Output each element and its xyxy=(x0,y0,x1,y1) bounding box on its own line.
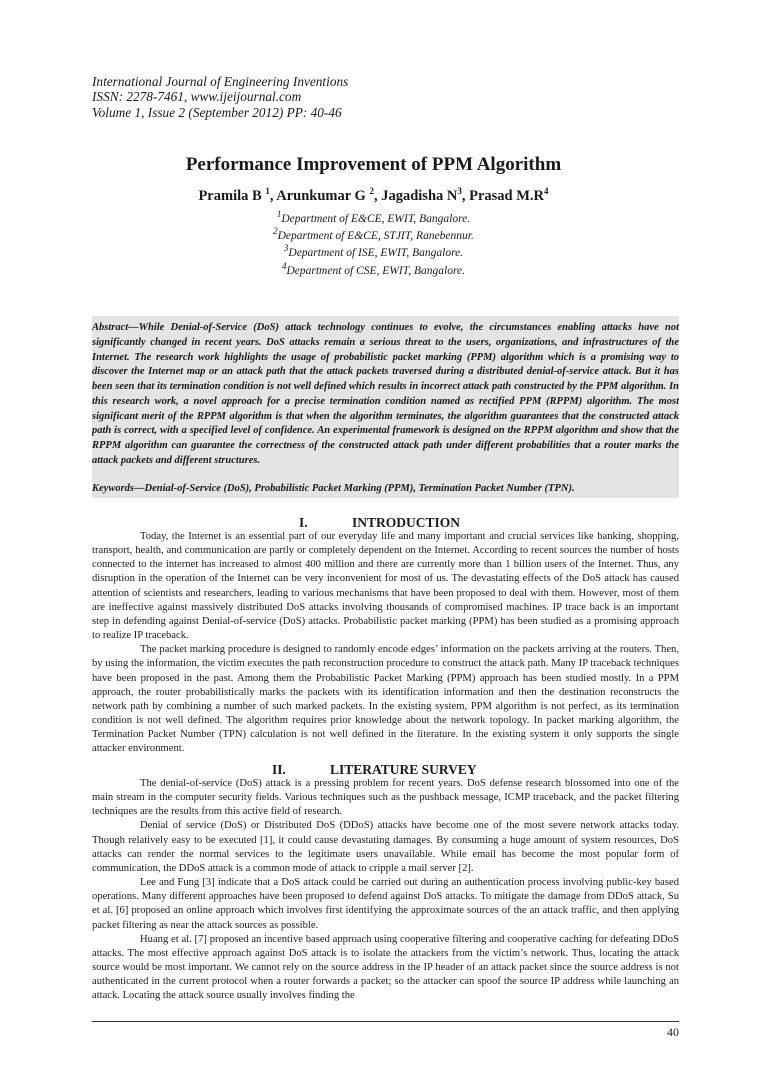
paragraph: Today, the Internet is an essential part of our everyday life and many important and crucial services like banking, shopping, transport, health, and communication are partly or completely dependent on the Internet. According to recent sources the number of hosts connected to the internet has increased to almost 400 million and there are currently more than 1 billion users of the Internet. Thus, any disruption in the operation of the Internet can be very inconvenient for most of us. The devastating effects of the DoS attack has caused attention of scientists and researchers, leading to various mechanisms that have been proposed to deal with them. However, most of them are ineffective against massively distributed DoS attacks involving thousands of compromised machines. IP trace back is an important step in defending against Denial-of-service (DoS) attacks. Probabilistic packet marking (PPM) has been studied as a promising approach to realize IP traceback. xyxy=(92,531,679,642)
paper-title: Performance Improvement of PPM Algorithm xyxy=(185,154,562,175)
footer-rule xyxy=(92,1021,679,1022)
author-sup: 3 xyxy=(457,186,462,196)
affiliation-text: Department of CSE, EWIT, Bangalore. xyxy=(286,264,466,277)
paragraph: Denial of service (DoS) or Distributed DoS (DDoS) attacks have become one of the most severe network attacks today. Though relatively easy to be executed [1], it could cause devastating damages. By consuming a huge amount of system resources, DoS attacks can render the normal services to the legitimate users unavailable. While email has become the most popular form of communication, the DDoS attack is a common mode of attack to cripple a mail server [2]. xyxy=(92,820,679,874)
section-title: INTRODUCTION xyxy=(352,515,461,530)
introduction-body xyxy=(92,530,679,757)
author-sup: 1 xyxy=(265,186,270,196)
affiliation-text: Department of E&CE, EWIT, Bangalore. xyxy=(281,212,471,225)
affiliation-sup: 2 xyxy=(273,226,278,236)
paragraph: The denial-of-service (DoS) attack is a pressing problem for recent years. DoS defense research blossomed into one of the main stream in the computer security fields. Various techniques such as the pushback message, ICMP traceback, and the packet filtering techniques are the results from this active field of research. xyxy=(92,778,679,818)
author-sup: 2 xyxy=(369,186,374,196)
literature-survey-body xyxy=(92,777,679,1004)
section-number: I. xyxy=(299,515,308,530)
affiliation xyxy=(92,243,679,259)
page-number: 40 xyxy=(667,1025,679,1039)
affiliation xyxy=(92,209,679,225)
affiliation xyxy=(92,226,679,242)
paragraph: Huang et al. [7] proposed an incentive based approach using cooperative filtering and cooperative caching for defeating DDoS attacks. The most effective approach against DoS attack is to isolate the attackers from the victim’s network. Thus, locating the attack source would be most important. We cannot rely on the source address in the IP header of an attack packet since the source address is not authenticated in the current protocol when a router forwards a packet; so the attacker can spoof the source IP address while launching an attack. Locating the attack source usually involves finding the xyxy=(92,933,679,1002)
keywords: Keywords—Denial-of-Service (DoS), Probabilistic Packet Marking (PPM), Termination Packet Number (TPN). xyxy=(92,483,575,494)
author-name: Pramila B xyxy=(198,187,262,204)
affiliation-sup: 1 xyxy=(276,209,282,219)
abstract: Abstract—While Denial-of-Service (DoS) attack technology continues to evolve, the circumstances enabling attacks have not significantly changed in recent years. DoS attacks remain a serious threat to the users, organizations, and infrastructures of the Internet. The research work highlights the usage of probabilistic packet marking (PPM) algorithm which is a promising way to discover the Internet map or an attack path that the attack packets traversed during a distributed denial-of-service attack. But it has been seen that its termination condition is not well defined which results in incorrect attack path constructed by the PPM algorithm. In this research work, a novel approach for a precise termination condition named as rectified PPM (RPPM) algorithm. The most significant merit of the RPPM algorithm is that when the algorithm terminates, the algorithm guarantees that the constructed attack path is correct, with a specified level of confidence. An experimental framework is designed on the RPPM algorithm and show that the RPPM algorithm can guarantee the correctness of the constructed attack path under different probabilities that a router marks the attack packets and different structures. xyxy=(92,322,679,466)
affiliation-sup: 3 xyxy=(283,243,289,253)
author-name: Prasad M.R xyxy=(469,187,545,204)
affiliation-sup: 4 xyxy=(281,261,287,271)
journal-issn: ISSN: 2278-7461, www.ijeijournal.com xyxy=(92,89,302,105)
author-name: Arunkumar G xyxy=(276,187,366,204)
journal-name: International Journal of Engineering Inventions xyxy=(92,74,349,89)
affiliation xyxy=(92,261,679,277)
author-sup: 4 xyxy=(544,186,549,196)
author-list: Pramila B $^1$, Arunkumar G $^2$, Jagadisha $N^3$, Prasad $M.R^4$ xyxy=(198,186,549,204)
journal-volume: Volume 1, Issue 2 (September 2012) PP: 40-46 xyxy=(92,104,342,120)
paragraph: The packet marking procedure is designed to randomly encode edges’ information on the packets arriving at the routers. Then, by using the information, the victim executes the path reconstruction procedure to construct the attack path. Many IP traceback techniques have been proposed in the past. Among them the Probabilistic Packet Marking (PPM) approach has been studied mostly. In a PPM approach, the router probabilistically marks the packets with its identification information and then the destination reconstructs the network path by combining a number of such marked packets. In the existing system, PPM algorithm is not perfect, as its termination condition is not well defined. The algorithm requires prior knowledge about the network topology. In packet marking algorithm, the Termination Packet Number (TPN) calculation is not well defined in the literature. In the existing system it only supports the single attacker environment. xyxy=(92,644,679,755)
journal-header xyxy=(92,74,348,120)
affiliation-text: Department of E&CE, STJIT, Ranebennur. xyxy=(277,229,474,242)
affiliation-text: Department of ISE, EWIT, Bangalore. xyxy=(288,246,464,259)
author-name: Jagadisha N xyxy=(381,187,458,204)
section-title: LITERATURE SURVEY xyxy=(330,762,477,777)
section-number: II. xyxy=(272,762,286,777)
paper-page xyxy=(92,0,679,1087)
paragraph: Lee and Fung [3] indicate that a DoS attack could be carried out during an authentication process involving public-key based operations. Many different approaches have been proposed to defend against DoS attacks. To mitigate the damage from DDoS attack, Su et al. [6] proposed an online approach which involves first identifying the approximate sources of the an attack traffic, and then applying packet filtering as near the attack sources as possible. xyxy=(92,877,679,931)
